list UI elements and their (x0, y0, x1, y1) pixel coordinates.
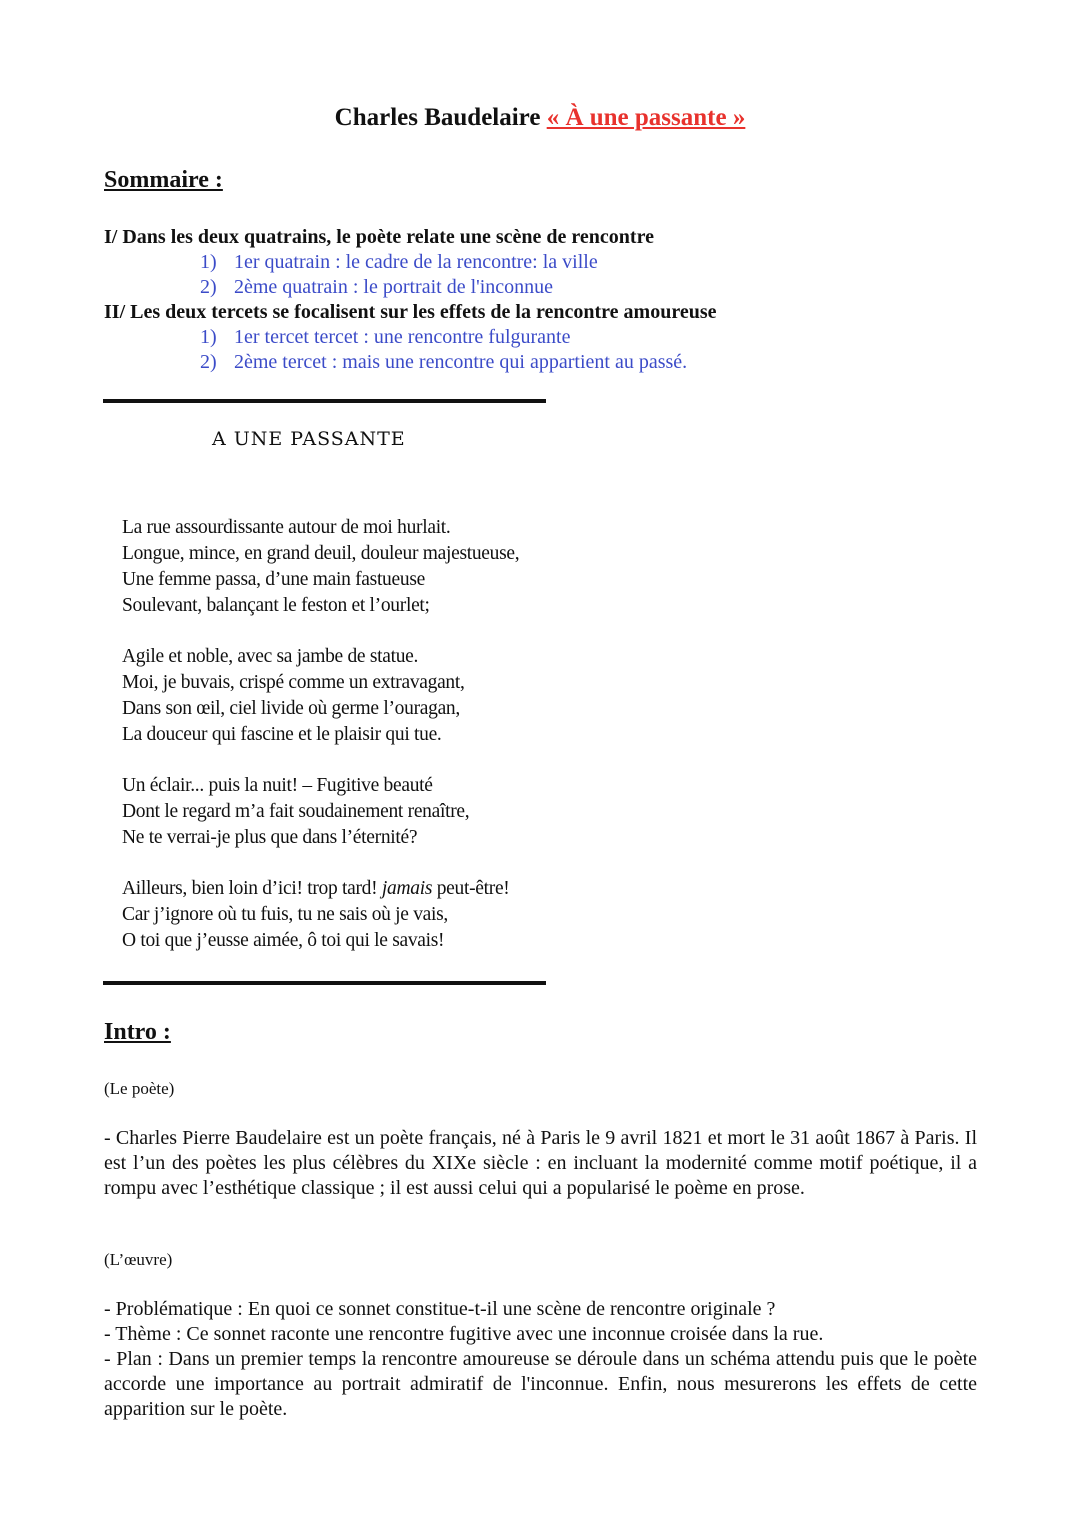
item-text: 1er tercet tercet : une rencontre fulgurante (234, 326, 571, 348)
sommaire-heading: Sommaire : (104, 167, 223, 193)
poem-line: Ne te verrai-je plus que dans l’éternité? (122, 827, 418, 848)
poem-line: Longue, mince, en grand deuil, douleur majestueuse, (122, 543, 520, 564)
part-1-item-1 (200, 251, 598, 274)
poem-line (122, 878, 510, 900)
poem-line-end: peut-être! (436, 878, 510, 899)
problematique: - Problématique : En quoi ce sonnet constitue-t-il une scène de rencontre originale ? (104, 1298, 776, 1320)
part-1-item-2 (200, 276, 553, 299)
item-text: 2ème quatrain : le portrait de l'inconnue (234, 276, 554, 298)
label-oeuvre: (L’œuvre) (104, 1250, 173, 1269)
poem-line: Car j’ignore où tu fuis, tu ne sais où je vais, (122, 904, 449, 925)
poem-line: La rue assourdissante autour de moi hurlait. (122, 517, 451, 538)
item-text: 2ème tercet : mais une rencontre qui appartient au passé. (234, 351, 688, 373)
paragraph-poete (104, 1126, 977, 1201)
poem-line: Un éclair... puis la nuit! – Fugitive beauté (122, 775, 433, 796)
paragraph-poete-text: - Charles Pierre Baudelaire est un poète français, né à Paris le 9 avril 1821 et mort le 31 août 1867 à Paris. Il est l’un des poètes les plus célèbres du XIXe siècle : en incluant la modernité comme motif poétique, il a rompu avec l’esthétique classique ; il est aussi celui qui a popularisé le poème en prose. (104, 1127, 977, 1199)
label-poete: (Le poète) (104, 1079, 175, 1098)
poem-line: Dans son œil, ciel livide où germe l’ouragan, (122, 698, 460, 719)
intro-heading: Intro : (104, 1019, 171, 1045)
part-2-label: II/ Les deux tercets se focalisent sur les effets de la rencontre amoureuse (104, 301, 717, 323)
theme: - Thème : Ce sonnet raconte une rencontre fugitive avec une inconnue croisée dans la rue. (104, 1323, 824, 1345)
item-number: 1) (200, 326, 217, 348)
part-2-item-2 (200, 351, 687, 374)
poem-line: Une femme passa, d’une main fastueuse (122, 569, 425, 590)
part-1-label: I/ Dans les deux quatrains, le poète relate une scène de rencontre (104, 226, 654, 248)
item-number: 1) (200, 251, 217, 273)
divider-bottom (103, 981, 546, 985)
item-number: 2) (200, 276, 217, 298)
poem-line: Moi, je buvais, crispé comme un extravagant, (122, 672, 465, 693)
divider-top (103, 399, 546, 403)
poem-line: La douceur qui fascine et le plaisir qui tue. (122, 724, 442, 745)
poem-line-emphasis: jamais (381, 878, 433, 899)
part-2-item-1 (200, 326, 570, 349)
title-work: « À une passante » (546, 104, 746, 131)
poem-line: Soulevant, balançant le feston et l’ourlet; (122, 595, 430, 616)
item-text: 1er quatrain : le cadre de la rencontre: la ville (234, 251, 598, 273)
poem-line: Dont le regard m’a fait soudainement renaître, (122, 801, 470, 822)
poem-title: A UNE PASSANTE (212, 428, 406, 450)
poem-line: O toi que j’eusse aimée, ô toi qui le savais! (122, 930, 445, 951)
item-number: 2) (200, 351, 217, 373)
poem-line-start: Ailleurs, bien loin d’ici! trop tard! (122, 878, 378, 899)
plan: - Plan : Dans un premier temps la rencontre amoureuse se déroule dans un schéma attendu puis que le poète accorde une importance au portrait admiratif de l'inconnue. Enfin, nous mesurerons les effets de cette apparition sur le poète. (104, 1348, 977, 1420)
page-title (0, 104, 1080, 132)
title-author: Charles Baudelaire (334, 104, 541, 131)
poem-line: Agile et noble, avec sa jambe de statue. (122, 646, 419, 667)
paragraph-oeuvre (104, 1297, 977, 1422)
